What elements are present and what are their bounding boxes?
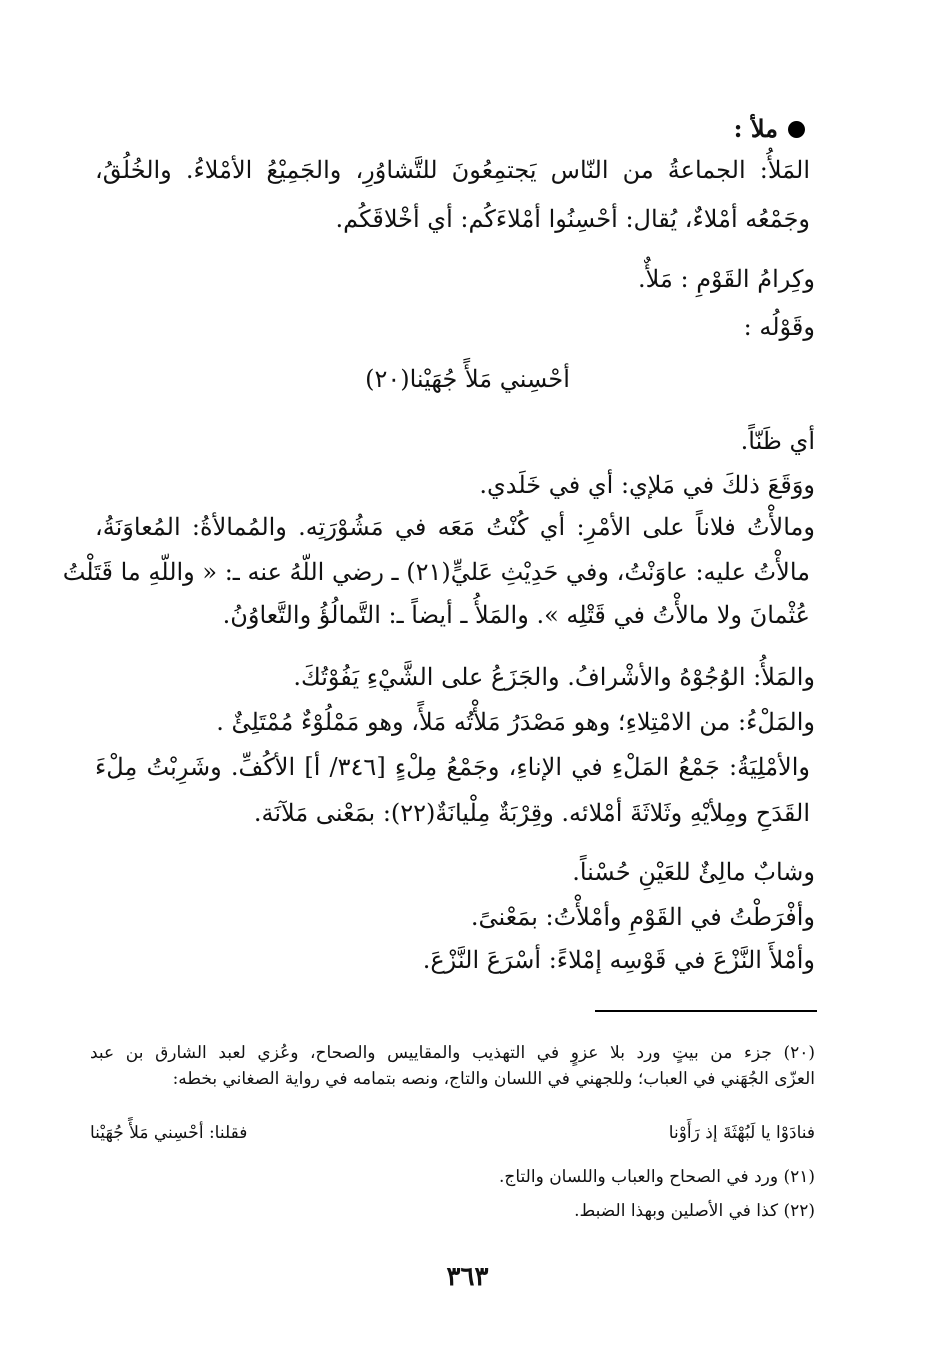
text-line: أي ظَنّاً. [740,427,815,455]
text-line: وقَوْلُه : [743,313,815,341]
text-line: القَدَحِ ومِلأيْهِ وثَلاثَةَ أمْلائه. وقِرْبَةٌ مِلْيانَةٌ(٢٢): بمَعْنى مَلآنَة. [253,799,810,827]
text-line: والأمْلِيَةُ: جَمْعُ المَلْءِ في الإناءِ، وجَمْعُ مِلْءٍ [٣٤٦/ أ] الأكُفِّ. وشَرِبْتُ مِلْءَ [95,753,810,781]
entry-heading-text: ملأ : [733,114,778,143]
footnote-divider [595,1010,817,1012]
entry-heading [95,112,805,146]
footnote-verse-first-hemistich: فنادَوْا يا لَبُهْثَةَ إذ رَأَوْنا [668,1123,815,1143]
text-line: وأمْلأَ النَّزْعَ في قَوْسِه إمْلاءً: أسْرَعَ النَّزْعَ. [422,946,815,974]
text-line: ومالأْتُ فلاناً على الأمْرِ: أي كُنْتُ مَعَه في مَشُوْرَتِه. والمُمالأةُ: المُعاوَنَةُ، [95,513,815,541]
bullet-icon [788,121,805,138]
footnote-verse-second-hemistich: فقلنا: أحْسِني مَلأً جُهَيْنا [90,1123,248,1143]
text-line: المَلأُ: الجماعةُ من النّاس يَجتمِعُونَ للتَّشاوُرِ، والجَمِيْعُ الأمْلاءُ. والخُلُقُ، [95,156,810,184]
footnote-verse [90,1120,815,1146]
text-line: والمَلأُ: الوُجُوْهُ والأشْرافُ. والجَزَعُ على الشَّيْءِ يَفُوْتُكَ. [293,663,815,691]
footnote-22: (٢٢) كذا في الأصلين وبهذا الضبط. [574,1201,815,1221]
text-line: وكِرامُ القَوْمِ : مَلأٌ. [638,265,815,293]
footnote-20-line2: العزّى الجُهَني في العباب؛ وللجهني في اللسان والتاج، ونصه بتمامه في رواية الصغاني بخطه: [172,1069,815,1089]
footnote-21: (٢١) ورد في الصحاح والعباب واللسان والتاج. [498,1167,815,1187]
text-line: وجَمْعُه أمْلاءٌ، يُقال: أحْسِنُوا أمْلاءَكُم: أي أخْلاقَكُم. [335,205,810,233]
text-line: عُثْمانَ ولا مالأْتُ في قَتْلِه ». والمَلأُ ـ أيضاً ـ: التَّمالُؤُ والتَّعاوُنُ. [222,601,810,629]
page-number: ٣٦٣ [446,1262,489,1292]
text-line: مالأْتُ عليه: عاوَنْتُ، وفي حَدِيْثِ عَليٍّ(٢١) ـ رضي اللّهُ عنه ـ: « واللّهِ ما قَتَلْتُ [62,558,810,586]
footnote-20-line1: (٢٠) جزء من بيتٍ ورد بلا عزوٍ في التهذيب والمقاييس والصحاح، وعُزي لعبد الشارق بن عبد [90,1043,815,1063]
verse-line: أحْسِني مَلأً جُهَيْنا(٢٠) [365,365,570,393]
text-line: وأفْرَطْتُ في القَوْمِ وأمْلأْتُ: بمَعْنىً. [470,903,815,931]
text-line: ووَقَعَ ذلكَ في مَلإي: أي في خَلَدي. [479,471,815,499]
text-line: والمَلْءُ: من الامْتِلاءِ؛ وهو مَصْدَرُ مَلأْتُه مَلأً، وهو مَمْلُوْءٌ مُمْتَلِئٌ . [216,708,815,736]
text-line: وشابٌ مالِئٌ للعَيْنِ حُسْناً. [572,858,815,886]
